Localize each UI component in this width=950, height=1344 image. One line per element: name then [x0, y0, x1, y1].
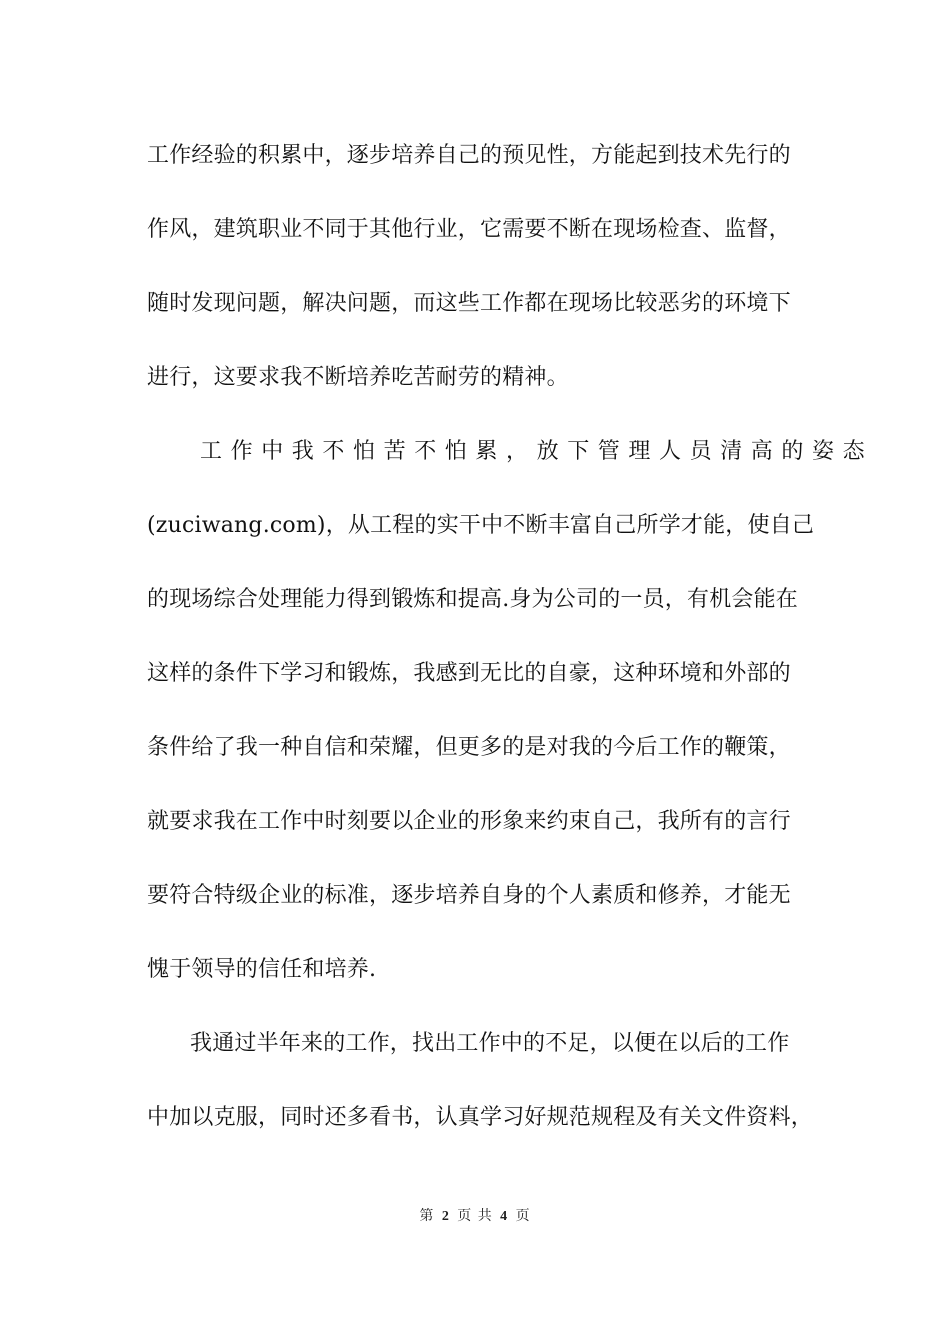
paragraph-line: 工作经验的积累中，逐步培养自己的预见性，方能起到技术先行的: [147, 143, 791, 168]
paragraph-line: 愧于领导的信任和培养.: [147, 957, 377, 982]
current-page-number: 2: [441, 1209, 450, 1224]
footer-suffix: 页: [515, 1208, 531, 1224]
paragraph-line: (zuciwang.com)，从工程的实干中不断丰富自己所学才能，使自己: [147, 513, 815, 538]
paragraph-line: 中加以克服，同时还多看书，认真学习好规范规程及有关文件资料，: [147, 1105, 814, 1130]
paragraph-line: 作风，建筑职业不同于其他行业，它需要不断在现场检查、监督，: [147, 217, 791, 242]
total-page-count: 4: [500, 1209, 509, 1224]
paragraph-line: 要符合特级企业的标准，逐步培养自身的个人素质和修养，才能无: [147, 883, 791, 908]
page-footer: [0, 1206, 950, 1227]
paragraph-line: 就要求我在工作中时刻要以企业的形象来约束自己，我所有的言行: [147, 809, 791, 834]
footer-middle: 页 共: [457, 1208, 493, 1224]
paragraph-line: 这样的条件下学习和锻炼，我感到无比的自豪，这种环境和外部的: [147, 661, 791, 686]
footer-prefix: 第: [419, 1208, 435, 1224]
paragraph-line: 工作中我不怕苦不怕累，放下管理人员清高的姿态: [200, 439, 874, 464]
paragraph-line: 的现场综合处理能力得到锻炼和提高.身为公司的一员，有机会能在: [147, 587, 798, 612]
paragraph-line: 随时发现问题，解决问题，而这些工作都在现场比较恶劣的环境下: [147, 291, 791, 316]
paragraph-line: 条件给了我一种自信和荣耀，但更多的是对我的今后工作的鞭策，: [147, 735, 791, 760]
paragraph-line: 进行，这要求我不断培养吃苦耐劳的精神。: [147, 365, 569, 390]
paragraph-line: 我通过半年来的工作，找出工作中的不足，以便在以后的工作: [190, 1031, 790, 1056]
